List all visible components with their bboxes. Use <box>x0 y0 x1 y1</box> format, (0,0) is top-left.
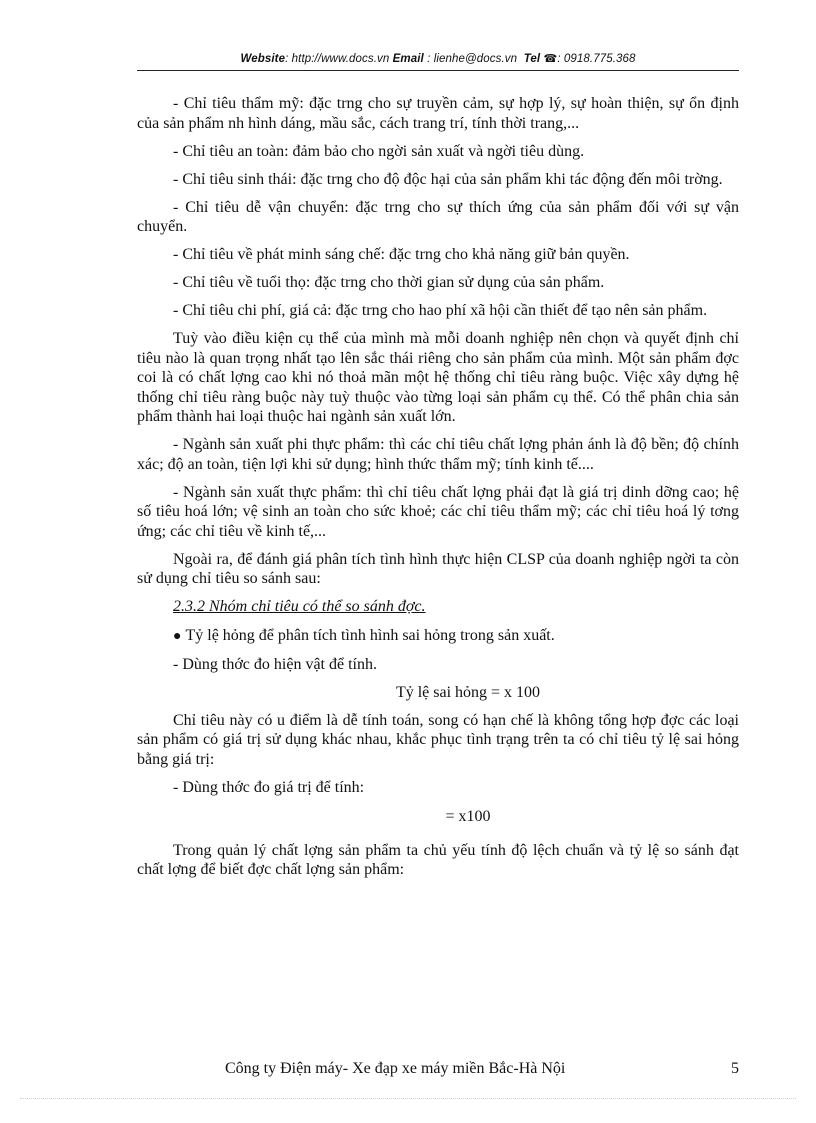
paragraph: - Ngành sản xuất thực phẩm: thì chỉ tiêu chất lợng phải đạt là giá trị dinh dỡng cao; hệ số tiêu hoá lớn; vệ sinh an toàn cho sức khoẻ; các chỉ tiêu thẩm mỹ; các chỉ tiêu hoá lý tơng ứng; các chỉ tiêu về kinh tế,... <box>137 483 739 540</box>
header-rule <box>137 70 739 71</box>
bullet-item <box>137 626 739 647</box>
page-header <box>137 52 739 65</box>
document-body <box>137 94 739 888</box>
formula: = x100 <box>445 808 491 825</box>
page-number: 5 <box>731 1060 739 1077</box>
paragraph: - Dùng thớc đo hiện vật để tính. <box>173 655 377 673</box>
email-label: Email <box>392 53 424 65</box>
tel-label: Tel <box>523 53 541 65</box>
paragraph: - Chỉ tiêu sinh thái: đặc trng cho độ độc hại của sản phẩm khi tác động đến môi trờng. <box>173 170 723 188</box>
paragraph: - Chỉ tiêu an toàn: đảm bảo cho ngời sản xuất và ngời tiêu dùng. <box>173 142 585 160</box>
formula: Tỷ lệ sai hỏng = x 100 <box>395 683 541 701</box>
email-value: : lienhe@docs.vn <box>427 53 518 65</box>
page-edge-dots <box>20 1098 796 1099</box>
website-label: Website <box>240 53 286 65</box>
tel-value: : 0918.775.368 <box>557 53 636 65</box>
paragraph: Tuỳ vào điều kiện cụ thể của mình mà mỗi doanh nghiệp nên chọn và quyết định chỉ tiêu nào là quan trọng nhất tạo lên sắc thái riêng cho sản phẩm của mình. Một sản phẩm đợc coi là có chất lợng cao khi nó thoả mãn một hệ thống chỉ tiêu ràng buộc. Việc xây dựng hệ thống chỉ tiêu ràng buộc này tuỳ thuộc vào từng loại sản phẩm cụ thể. Có thể phân chia sản phẩm thành hai loại thuộc hai ngành sản xuất lớn. <box>137 330 739 425</box>
website-value: : http://www.docs.vn <box>285 53 390 65</box>
paragraph: - Ngành sản xuất phi thực phẩm: thì các chỉ tiêu chất lợng phản ánh là độ bền; độ chính xác; độ an toàn, tiện lợi khi sử dụng; hình thức thẩm mỹ; tính kinh tế.... <box>137 436 739 473</box>
paragraph: - Dùng thớc đo giá trị để tính: <box>173 778 365 796</box>
paragraph: - Chỉ tiêu dễ vận chuyển: đặc trng cho sự thích ứng của sản phẩm đối với sự vận chuyển. <box>137 198 739 235</box>
paragraph: - Chỉ tiêu về phát minh sáng chế: đặc trng cho khả năng giữ bản quyền. <box>173 246 630 263</box>
paragraph: - Chỉ tiêu về tuổi thọ: đặc trng cho thời gian sử dụng của sản phẩm. <box>173 274 605 291</box>
paragraph: - Chỉ tiêu chi phí, giá cả: đặc trng cho hao phí xã hội cần thiết để tạo nên sản phẩm. <box>173 302 708 319</box>
phone-icon: ☎ <box>543 53 558 65</box>
paragraph: Trong quản lý chất lợng sản phẩm ta chủ yếu tính độ lệch chuẩn và tỷ lệ so sánh đạt chất lợng để biết đợc chất lợng sản phẩm: <box>137 841 739 878</box>
footer-company: Công ty Điện máy- Xe đạp xe máy miền Bắc-Hà Nội <box>225 1060 566 1077</box>
section-subheading: 2.3.2 Nhóm chỉ tiêu có thể so sánh đợc. <box>173 598 426 615</box>
paragraph: - Chỉ tiêu thẩm mỹ: đặc trng cho sự truyền cảm, sự hợp lý, sự hoàn thiện, sự ổn định của sản phẩm nh hình dáng, mầu sắc, cách trang trí, tính thời trang,... <box>137 95 739 132</box>
bullet-icon: ● <box>173 628 182 644</box>
paragraph: Chỉ tiêu này có u điểm là dễ tính toán, song có hạn chế là không tổng hợp đợc các loại sản phẩm có giá trị sử dụng khác nhau, khắc phục tình trạng trên ta có chỉ tiêu tỷ lệ sai hỏng bằng giá trị: <box>137 711 739 768</box>
bullet-text: Tỷ lệ hỏng để phân tích tình hình sai hỏng trong sản xuất. <box>185 626 555 644</box>
paragraph: Ngoài ra, để đánh giá phân tích tình hình thực hiện CLSP của doanh nghiệp ngời ta còn sử dụng chỉ tiêu so sánh sau: <box>137 550 739 587</box>
